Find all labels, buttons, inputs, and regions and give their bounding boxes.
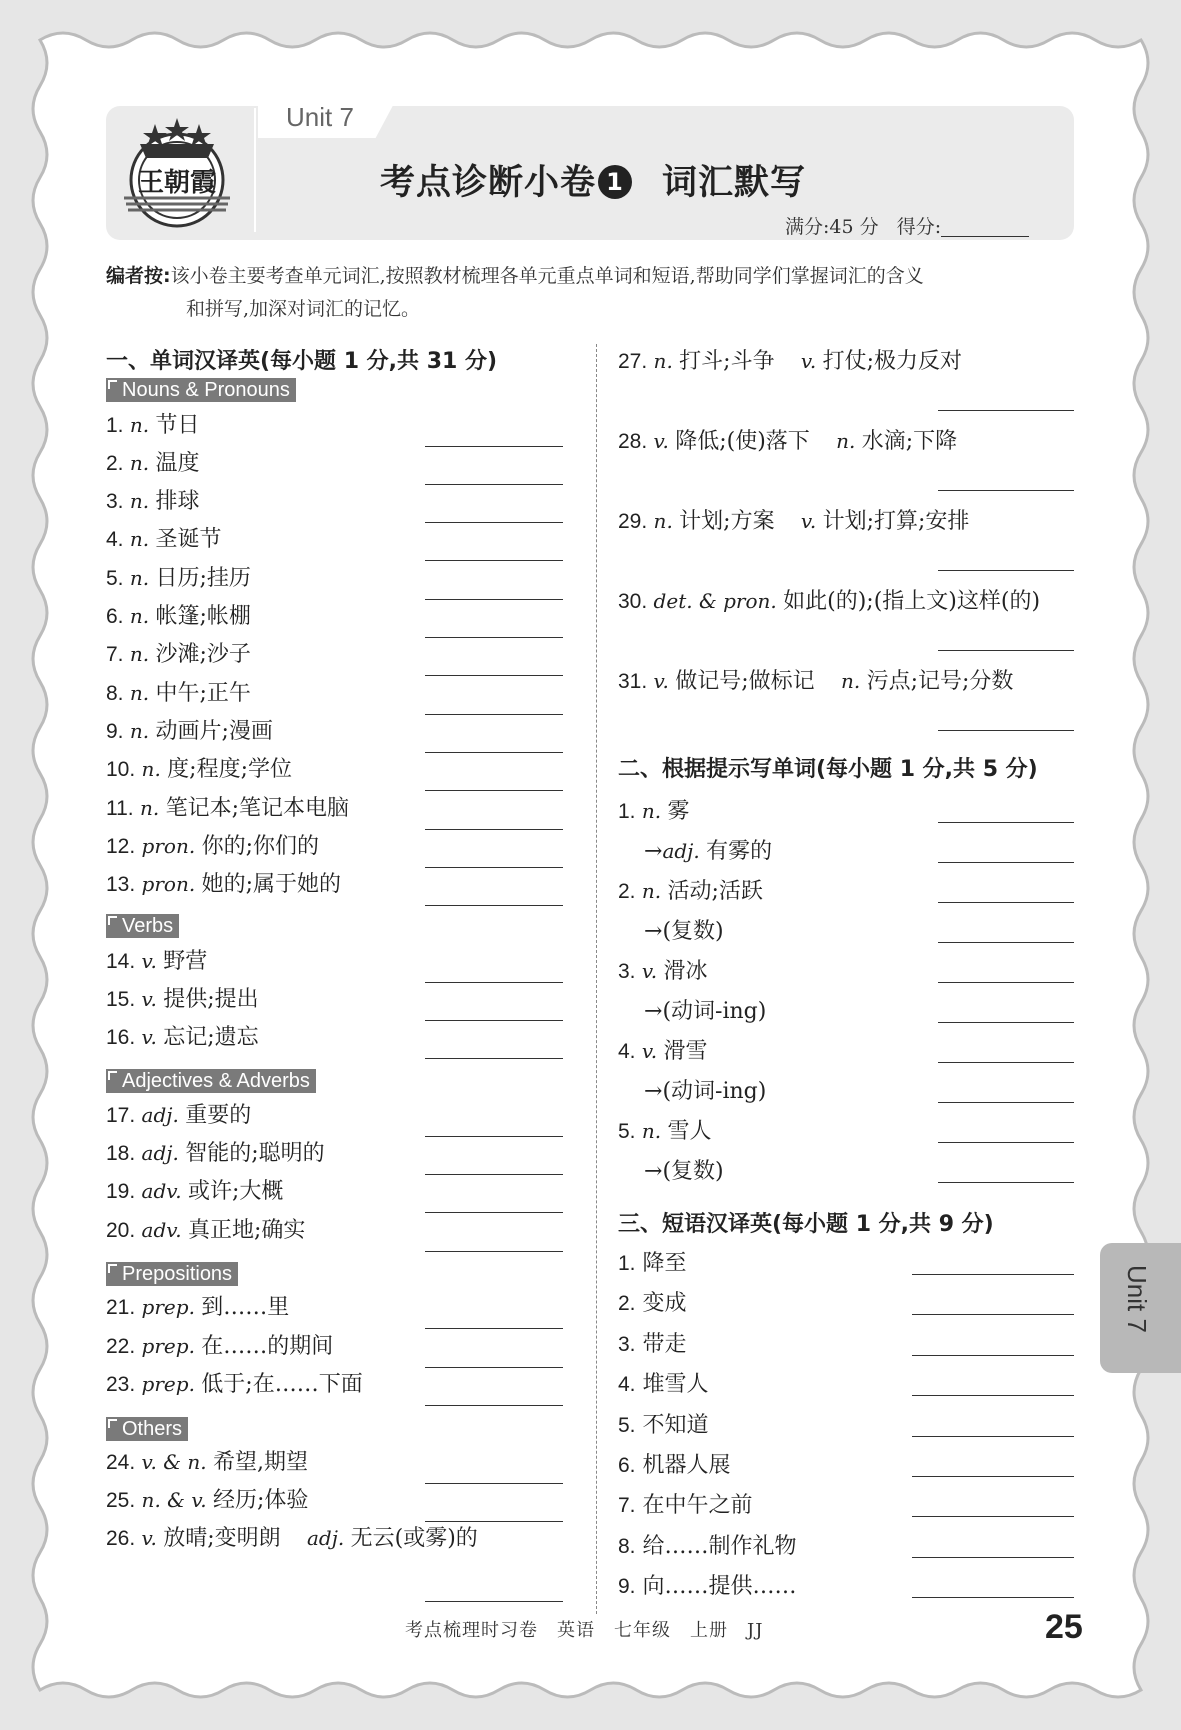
answer-line[interactable] — [425, 829, 563, 830]
page-number: 25 — [1045, 1608, 1083, 1646]
hint-item: 2. n. 活动;活跃 — [618, 879, 763, 904]
answer-line[interactable] — [938, 650, 1074, 651]
answer-line[interactable] — [912, 1476, 1074, 1477]
answer-line[interactable] — [938, 730, 1074, 731]
vocab-item: 21. prep. 到……里 — [106, 1295, 290, 1320]
vocab-item: 31. v. 做记号;做标记 n. 污点;记号;分数 — [618, 669, 1014, 694]
score-blank[interactable] — [941, 218, 1029, 237]
answer-line[interactable] — [938, 1062, 1074, 1063]
answer-line[interactable] — [425, 1483, 563, 1484]
answer-line[interactable] — [425, 522, 563, 523]
section3-title: 三、短语汉译英(每小题 1 分,共 9 分) — [618, 1212, 994, 1237]
answer-line[interactable] — [938, 942, 1074, 943]
vocab-item: 7. n. 沙滩;沙子 — [106, 642, 251, 667]
phrase-item: 3. 带走 — [618, 1331, 687, 1357]
answer-line[interactable] — [425, 867, 563, 868]
answer-line[interactable] — [938, 862, 1074, 863]
vocab-item: 27. n. 打斗;斗争 v. 打仗;极力反对 — [618, 349, 962, 374]
answer-line[interactable] — [912, 1597, 1074, 1598]
section1-title: 一、单词汉译英(每小题 1 分,共 31 分) — [106, 349, 498, 374]
answer-line[interactable] — [425, 1251, 563, 1252]
vocab-item: 14. v. 野营 — [106, 949, 208, 974]
vocab-item: 26. v. 放晴;变明朗 adj. 无云(或雾)的 — [106, 1526, 478, 1551]
vocab-item: 12. pron. 你的;你们的 — [106, 834, 319, 859]
hint-derived-form: →(动词-ing) — [644, 999, 767, 1024]
editor-note: 编者按:该小卷主要考查单元词汇,按照教材梳理各单元重点单词和短语,帮助同学们掌握词汇的含义 和拼写,加深对词汇的记忆。 — [106, 265, 924, 320]
phrase-item: 9. 向……提供…… — [618, 1574, 797, 1600]
answer-line[interactable] — [425, 1212, 563, 1213]
answer-line[interactable] — [912, 1436, 1074, 1437]
answer-line[interactable] — [912, 1355, 1074, 1356]
hint-item: 5. n. 雪人 — [618, 1119, 712, 1144]
vocab-item: 9. n. 动画片;漫画 — [106, 719, 273, 744]
vocab-item: 10. n. 度;程度;学位 — [106, 757, 292, 782]
vocab-item: 4. n. 圣诞节 — [106, 527, 222, 552]
vocab-item: 3. n. 排球 — [106, 489, 200, 514]
hint-derived-form: →adj. 有雾的 — [644, 839, 773, 864]
answer-line[interactable] — [425, 790, 563, 791]
answer-line[interactable] — [425, 484, 563, 485]
category-adjectives-adverbs: Adjectives & Adverbs — [106, 1069, 316, 1093]
vocab-item: 16. v. 忘记;遗忘 — [106, 1025, 259, 1050]
page-title: 考点诊断小卷 1 词汇默写 — [380, 163, 807, 203]
vocab-item: 19. adv. 或许;大概 — [106, 1179, 284, 1204]
answer-line[interactable] — [425, 1405, 563, 1406]
svg-text:王朝霞: 王朝霞 — [137, 168, 217, 198]
answer-line[interactable] — [938, 1182, 1074, 1183]
category-prepositions: Prepositions — [106, 1262, 238, 1286]
vocab-item: 22. prep. 在……的期间 — [106, 1334, 334, 1359]
vocab-item: 18. adj. 智能的;聪明的 — [106, 1141, 325, 1166]
vocab-item: 1. n. 节日 — [106, 413, 200, 438]
answer-line[interactable] — [938, 822, 1074, 823]
vocab-item: 11. n. 笔记本;笔记本电脑 — [106, 796, 350, 821]
phrase-item: 2. 变成 — [618, 1291, 687, 1317]
vocab-item: 6. n. 帐篷;帐棚 — [106, 604, 251, 629]
answer-line[interactable] — [938, 982, 1074, 983]
hint-derived-form: →(复数) — [644, 1159, 724, 1184]
side-unit-tab: Unit 7 — [1100, 1243, 1181, 1373]
vocab-item: 29. n. 计划;方案 v. 计划;打算;安排 — [618, 509, 970, 534]
vocab-item: 5. n. 日历;挂历 — [106, 566, 251, 591]
vocab-item: 13. pron. 她的;属于她的 — [106, 872, 341, 897]
answer-line[interactable] — [425, 446, 563, 447]
answer-line[interactable] — [912, 1274, 1074, 1275]
answer-line[interactable] — [912, 1395, 1074, 1396]
answer-line[interactable] — [425, 637, 563, 638]
answer-line[interactable] — [912, 1557, 1074, 1558]
phrase-item: 5. 不知道 — [618, 1412, 709, 1438]
vocab-item: 25. n. & v. 经历;体验 — [106, 1488, 309, 1513]
answer-line[interactable] — [938, 902, 1074, 903]
answer-line[interactable] — [425, 675, 563, 676]
answer-line[interactable] — [425, 1020, 563, 1021]
vocab-item: 20. adv. 真正地;确实 — [106, 1218, 306, 1243]
header-divider — [254, 108, 256, 232]
answer-line[interactable] — [425, 1136, 563, 1137]
answer-line[interactable] — [938, 570, 1074, 571]
phrase-item: 1. 降至 — [618, 1251, 687, 1276]
answer-line[interactable] — [425, 982, 563, 983]
vocab-item: 23. prep. 低于;在……下面 — [106, 1372, 363, 1397]
answer-line[interactable] — [425, 714, 563, 715]
vocab-item: 15. v. 提供;提出 — [106, 987, 259, 1012]
category-nouns-pronouns: Nouns & Pronouns — [106, 378, 296, 402]
answer-line[interactable] — [425, 1367, 563, 1368]
hint-derived-form: →(动词-ing) — [644, 1079, 767, 1104]
vocab-item: 8. n. 中午;正午 — [106, 681, 251, 706]
hint-item: 1. n. 雾 — [618, 799, 690, 824]
phrase-item: 6. 机器人展 — [618, 1453, 731, 1478]
phrase-item: 7. 在中午之前 — [618, 1493, 753, 1519]
answer-line[interactable] — [912, 1516, 1074, 1517]
answer-line[interactable] — [425, 560, 563, 561]
vocab-item: 17. adj. 重要的 — [106, 1103, 252, 1128]
answer-line[interactable] — [425, 1328, 563, 1329]
vocab-item: 30. det. & pron. 如此(的);(指上文)这样(的) — [618, 589, 1041, 614]
answer-line[interactable] — [938, 410, 1074, 411]
vocab-item: 24. v. & n. 希望,期望 — [106, 1450, 308, 1475]
publisher-logo — [118, 114, 236, 232]
answer-line[interactable] — [938, 1142, 1074, 1143]
answer-line[interactable] — [912, 1314, 1074, 1315]
section2-title: 二、根据提示写单词(每小题 1 分,共 5 分) — [618, 757, 1038, 782]
title-number-badge: 1 — [598, 165, 632, 199]
column-divider — [596, 344, 597, 1614]
vocab-item: 2. n. 温度 — [106, 451, 200, 476]
answer-line[interactable] — [938, 1102, 1074, 1103]
answer-line[interactable] — [425, 1058, 563, 1059]
vocab-item: 28. v. 降低;(使)落下 n. 水滴;下降 — [618, 429, 958, 454]
category-verbs: Verbs — [106, 914, 179, 938]
hint-item: 4. v. 滑雪 — [618, 1039, 708, 1064]
answer-line[interactable] — [425, 599, 563, 600]
answer-line[interactable] — [425, 905, 563, 906]
phrase-item: 4. 堆雪人 — [618, 1372, 709, 1398]
score-line: 满分:45 分 得分: — [785, 212, 1029, 239]
category-others: Others — [106, 1417, 188, 1441]
answer-line[interactable] — [425, 752, 563, 753]
unit-label: Unit 7 — [286, 102, 354, 132]
phrase-item: 8. 给……制作礼物 — [618, 1533, 797, 1559]
hint-derived-form: →(复数) — [644, 919, 724, 944]
answer-line[interactable] — [938, 1022, 1074, 1023]
answer-line[interactable] — [425, 1174, 563, 1175]
footer-text: 考点梳理时习卷 英语 七年级 上册 JJ — [405, 1620, 764, 1641]
hint-item: 3. v. 滑冰 — [618, 959, 708, 984]
answer-line[interactable] — [425, 1601, 563, 1602]
answer-line[interactable] — [938, 490, 1074, 491]
